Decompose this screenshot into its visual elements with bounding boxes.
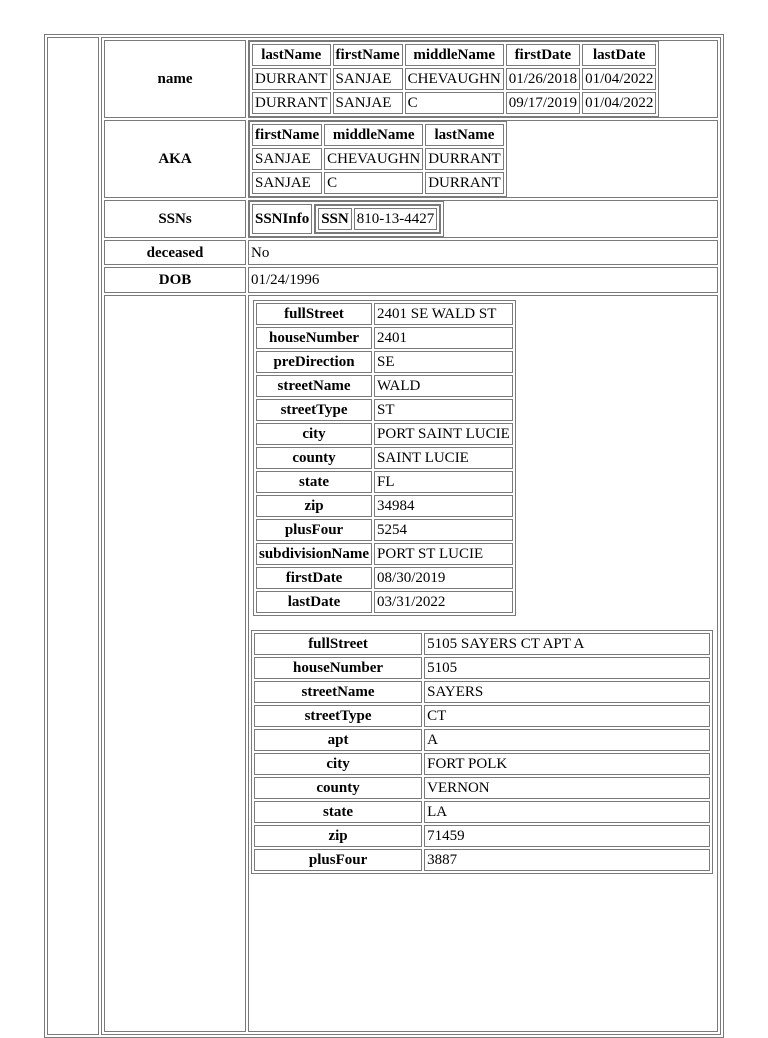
address-field-label: subdivisionName: [256, 543, 372, 565]
ssn-value: 810-13-4427: [354, 208, 438, 230]
aka-cell: DURRANT: [425, 172, 504, 194]
ssn-label: SSN: [318, 208, 352, 230]
aka-table-row: [252, 148, 504, 170]
address-field-value: 08/30/2019: [374, 567, 513, 589]
address-field-value: FORT POLK: [424, 753, 710, 775]
address-field-value: 5105: [424, 657, 710, 679]
aka-cell: SANJAE: [252, 148, 322, 170]
address-field-value: SAINT LUCIE: [374, 447, 513, 469]
addresses-row: [104, 295, 718, 1033]
aka-header-middleName: middleName: [324, 124, 423, 146]
aka-cell: DURRANT: [425, 148, 504, 170]
address-field-row: [256, 327, 513, 349]
addresses-label: [104, 295, 246, 1033]
address-field-value: 5105 SAYERS CT APT A: [424, 633, 710, 655]
name-header-firstName: firstName: [333, 44, 403, 66]
name-table-row: [252, 68, 656, 90]
address-field-label: streetName: [254, 681, 422, 703]
address-field-row: [256, 303, 513, 325]
address-field-row: [256, 471, 513, 493]
address-field-label: preDirection: [256, 351, 372, 373]
aka-label: AKA: [104, 120, 246, 198]
aka-header-firstName: firstName: [252, 124, 322, 146]
address-field-row: [254, 633, 710, 655]
name-table-row: [252, 92, 656, 114]
name-header-lastName: lastName: [252, 44, 331, 66]
address-field-row: [254, 801, 710, 823]
address-field-row: [254, 777, 710, 799]
name-row: [104, 40, 718, 118]
address-field-label: lastDate: [256, 591, 372, 613]
address-field-label: houseNumber: [254, 657, 422, 679]
name-cell: 01/04/2022: [582, 92, 656, 114]
address-field-row: [256, 591, 513, 613]
name-cell: C: [405, 92, 504, 114]
name-cell: DURRANT: [252, 68, 331, 90]
address-field-row: [256, 351, 513, 373]
address-field-row: [254, 657, 710, 679]
name-cell: 01/26/2018: [506, 68, 580, 90]
address-field-label: city: [254, 753, 422, 775]
aka-value-cell: [248, 120, 718, 198]
address-field-value: FL: [374, 471, 513, 493]
deceased-row: [104, 240, 718, 265]
address-field-label: zip: [254, 825, 422, 847]
ssn-info-cell: [314, 204, 441, 234]
address-field-label: streetName: [256, 375, 372, 397]
address-field-row: [256, 447, 513, 469]
ssn-table: [315, 205, 440, 233]
dob-row: [104, 267, 718, 292]
dob-label: DOB: [104, 267, 246, 292]
address-field-value: 71459: [424, 825, 710, 847]
address-field-value: 34984: [374, 495, 513, 517]
address-field-label: city: [256, 423, 372, 445]
address-field-value: 5254: [374, 519, 513, 541]
address-field-value: A: [424, 729, 710, 751]
name-table: [249, 41, 659, 117]
address-field-label: plusFour: [256, 519, 372, 541]
address-field-value: WALD: [374, 375, 513, 397]
dob-value: 01/24/1996: [248, 267, 718, 292]
address-field-row: [254, 849, 710, 871]
name-header-firstDate: firstDate: [506, 44, 580, 66]
address-field-label: apt: [254, 729, 422, 751]
ssns-label: SSNs: [104, 200, 246, 238]
address-field-row: [256, 399, 513, 421]
address-field-label: plusFour: [254, 849, 422, 871]
aka-cell: SANJAE: [252, 172, 322, 194]
address-field-label: zip: [256, 495, 372, 517]
address-field-row: [254, 753, 710, 775]
name-header-middleName: middleName: [405, 44, 504, 66]
address-field-label: fullStreet: [254, 633, 422, 655]
address-table-1: [253, 300, 516, 616]
address-field-row: [254, 681, 710, 703]
address-field-label: streetType: [254, 705, 422, 727]
ssns-row: [104, 200, 718, 238]
address-field-value: 2401 SE WALD ST: [374, 303, 513, 325]
address-field-value: CT: [424, 705, 710, 727]
address-field-row: [256, 519, 513, 541]
address-field-row: [256, 495, 513, 517]
address-field-label: streetType: [256, 399, 372, 421]
address-field-label: county: [256, 447, 372, 469]
name-cell: 01/04/2022: [582, 68, 656, 90]
address-table-2: [251, 630, 713, 874]
name-cell: SANJAE: [333, 92, 403, 114]
aka-cell: C: [324, 172, 423, 194]
address-field-row: [254, 825, 710, 847]
name-cell: SANJAE: [333, 68, 403, 90]
aka-row: [104, 120, 718, 198]
addresses-cell: [248, 295, 718, 1033]
address-field-label: county: [254, 777, 422, 799]
deceased-label: deceased: [104, 240, 246, 265]
address-field-value: 2401: [374, 327, 513, 349]
address-field-label: firstDate: [256, 567, 372, 589]
address-field-value: 3887: [424, 849, 710, 871]
address-field-row: [254, 729, 710, 751]
ssn-info-table: [249, 201, 444, 237]
address-field-label: state: [254, 801, 422, 823]
address-field-value: PORT ST LUCIE: [374, 543, 513, 565]
address-field-label: fullStreet: [256, 303, 372, 325]
ssns-value-cell: [248, 200, 718, 238]
address-field-row: [256, 375, 513, 397]
address-field-value: 03/31/2022: [374, 591, 513, 613]
record-table: [102, 38, 720, 1034]
address-field-value: ST: [374, 399, 513, 421]
deceased-value: No: [248, 240, 718, 265]
name-value-cell: [248, 40, 718, 118]
address-field-value: SAYERS: [424, 681, 710, 703]
address-field-label: state: [256, 471, 372, 493]
name-cell: CHEVAUGHN: [405, 68, 504, 90]
name-header-lastDate: lastDate: [582, 44, 656, 66]
address-field-value: SE: [374, 351, 513, 373]
aka-cell: CHEVAUGHN: [324, 148, 423, 170]
aka-table: [249, 121, 507, 197]
address-field-row: [256, 543, 513, 565]
address-field-value: PORT SAINT LUCIE: [374, 423, 513, 445]
report-outer-table: [44, 34, 724, 1038]
address-field-row: [254, 705, 710, 727]
address-field-label: houseNumber: [256, 327, 372, 349]
address-field-row: [256, 423, 513, 445]
address-field-value: LA: [424, 801, 710, 823]
name-cell: 09/17/2019: [506, 92, 580, 114]
outer-content-cell: [101, 37, 721, 1035]
address-field-value: VERNON: [424, 777, 710, 799]
address-field-row: [256, 567, 513, 589]
ssn-info-label: SSNInfo: [252, 204, 312, 234]
aka-table-row: [252, 172, 504, 194]
name-cell: DURRANT: [252, 92, 331, 114]
name-label: name: [104, 40, 246, 118]
aka-header-lastName: lastName: [425, 124, 504, 146]
outer-left-spacer: [47, 37, 99, 1035]
